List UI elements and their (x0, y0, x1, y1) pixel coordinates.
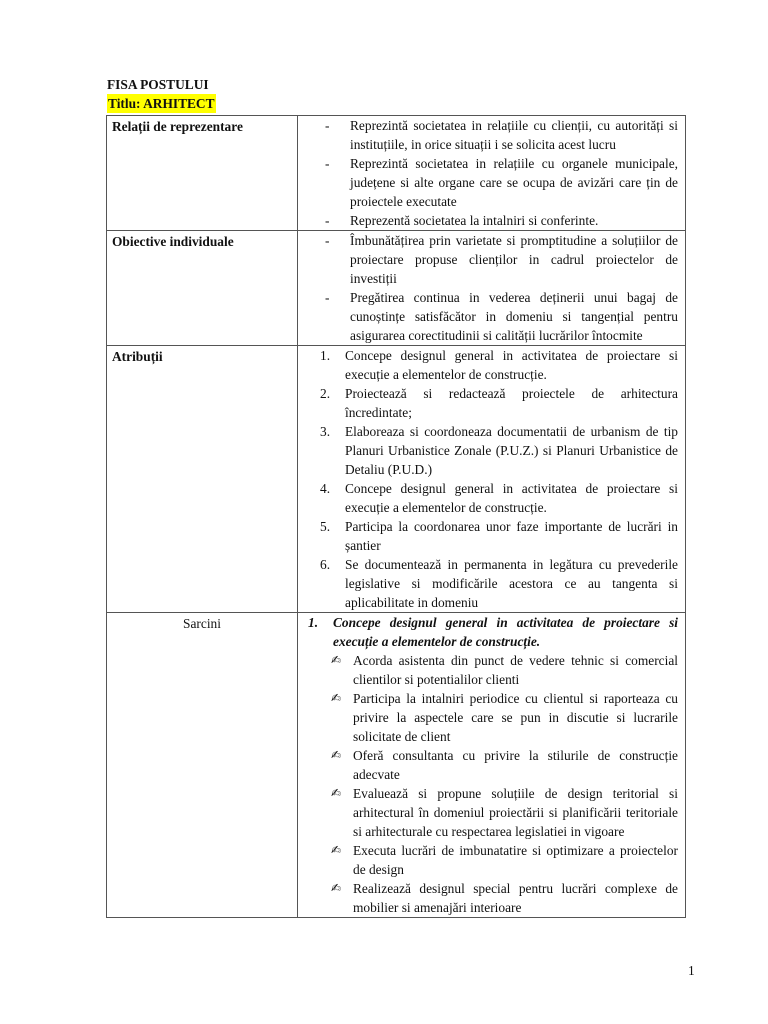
list-item: - Reprezentă societatea la intalniri si conferinte. (298, 211, 678, 230)
row-label: Relații de reprezentare (107, 116, 298, 231)
row-content (298, 116, 686, 231)
list-item (298, 689, 678, 746)
table-row-obiective (107, 231, 686, 346)
job-description-table (106, 115, 686, 918)
item-text: Elaboreaza si coordoneaza documentatii de urbanism de tip Planuri Urbanistice Zonale (P.U.Z.) si Planuri Urbanistice de Detaliu (P.U.D.) (345, 424, 678, 477)
row-content (298, 231, 686, 346)
page-number: 1 (688, 963, 695, 978)
item-text: Acorda asistenta din punct de vedere tehnic si comercial clientilor si potentialilor clienti (353, 653, 678, 687)
item-text: Participa la intalniri periodice cu clientul si raporteaza cu privire la aspectele care se pun in discutie si lucrarile solicitate de client (353, 691, 678, 744)
checkbox-arrow-icon: ✍ (331, 653, 342, 667)
checkbox-arrow-icon: ✍ (331, 786, 342, 800)
document-subtitle: Titlu: ARHITECT (108, 96, 215, 111)
document-title: FISA POSTULUI (107, 77, 209, 92)
item-text: Evaluează si propune soluțiile de design teritorial si arhitectural în domeniul proiectării si planificării teritoriale si arhitecturale cu respectarea legislatiei in vigoare (353, 786, 678, 839)
row-label: Atribuții (107, 346, 298, 613)
row-content (298, 346, 686, 613)
table-row-atributii (107, 346, 686, 613)
list-item (298, 651, 678, 689)
list-item: - Pregătirea continua in vederea deținerii unui bagaj de cunoștințe satisfăcător in domeniu si tangențial pentru asigurarea corectitudinii si calității lucrărilor întocmite (298, 288, 678, 345)
item-text: Concepe designul general in activitatea de proiectare si execuție a elementelor de construcție. (345, 481, 678, 515)
item-text: Proiectează si redactează proiectele de arhitectura încredintate; (345, 386, 678, 420)
item-number: 3. (320, 424, 331, 439)
list-item: - Reprezintă societatea in relațiile cu clienții, cu autorități si instituțiile, in orice situații i se solicita acest lucru (298, 116, 678, 154)
list-item (298, 422, 678, 479)
list-item: - Îmbunătățirea prin varietate si promptitudine a soluțiilor de proiectare propuse clienților in cadrul proiectelor de investiții (298, 231, 678, 288)
list-item (298, 517, 678, 555)
item-text: Oferă consultanta cu privire la stilurile de construcție adecvate (353, 748, 678, 782)
item-text: Concepe designul general in activitatea de proiectare si execuție a elementelor de construcție. (345, 348, 678, 382)
list-item (298, 479, 678, 517)
item-number: 1. (320, 348, 331, 363)
row-label: Obiective individuale (107, 231, 298, 346)
task-heading-number: 1. (308, 615, 319, 630)
table-row-sarcini (107, 613, 686, 918)
dash-list (298, 231, 678, 345)
list-item (298, 841, 678, 879)
bullet-list (298, 651, 678, 917)
item-number: 6. (320, 557, 331, 572)
item-text: Realizează designul special pentru lucrări complexe de mobilier si amenajări interioare (353, 881, 678, 915)
item-number: 2. (320, 386, 331, 401)
list-item (298, 384, 678, 422)
item-number: 4. (320, 481, 331, 496)
checkbox-arrow-icon: ✍ (331, 843, 342, 857)
item-text: Participa la coordonarea unor faze importante de lucrări in șantier (345, 519, 678, 553)
table-row-relatii (107, 116, 686, 231)
checkbox-arrow-icon: ✍ (331, 748, 342, 762)
list-item (298, 746, 678, 784)
list-item (298, 784, 678, 841)
row-content (298, 613, 686, 918)
row-label: Sarcini (107, 613, 298, 918)
list-item (298, 879, 678, 917)
checkbox-arrow-icon: ✍ (331, 691, 342, 705)
item-text: Se documentează in permanenta in legătura cu prevederile legislative si modificările acestora ce au tangenta si aplicabilitate in domeniu (345, 557, 678, 610)
list-item: - Reprezintă societatea in relațiile cu organele municipale, județene si alte organe care se ocupa de avizări care țin de proiectele executate (298, 154, 678, 211)
item-number: 5. (320, 519, 331, 534)
numbered-list (298, 346, 678, 612)
checkbox-arrow-icon: ✍ (331, 881, 342, 895)
dash-list (298, 116, 678, 230)
task-heading-text: Concepe designul general in activitatea de proiectare si execuție a elementelor de construcție. (333, 615, 678, 649)
list-item (298, 346, 678, 384)
item-text: Executa lucrări de imbunatatire si optimizare a proiectelor de design (353, 843, 678, 877)
task-heading (298, 613, 678, 651)
list-item (298, 555, 678, 612)
